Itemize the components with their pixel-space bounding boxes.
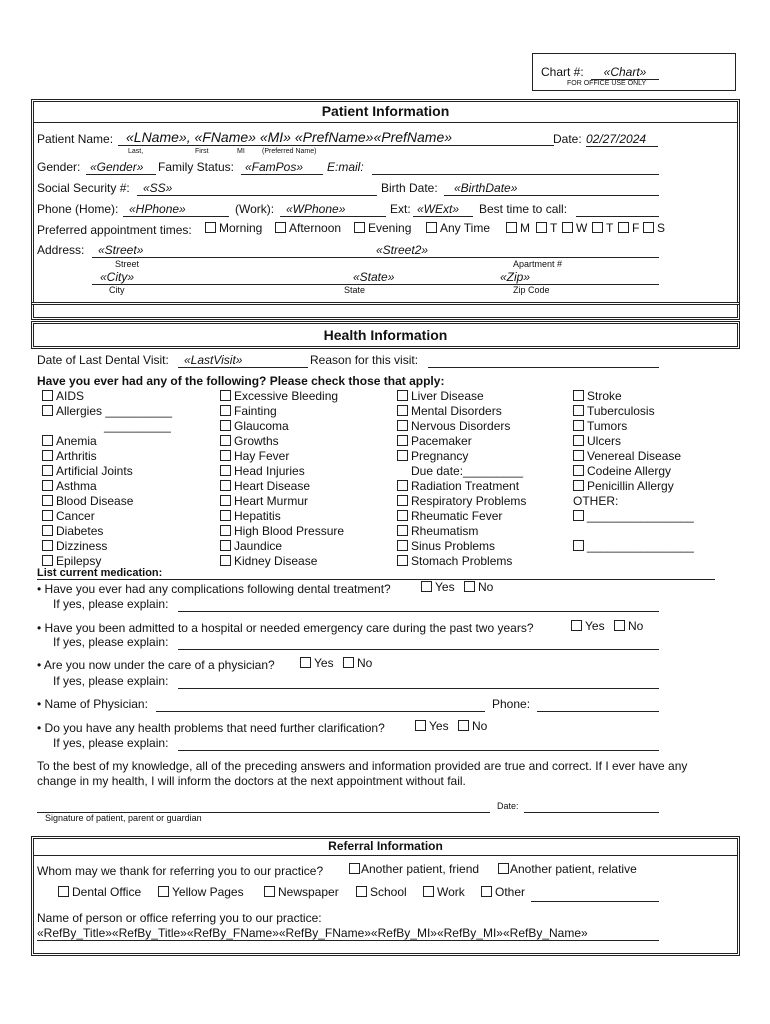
q2-explain-label: If yes, please explain: bbox=[53, 635, 169, 649]
q5-explain-label: If yes, please explain: bbox=[53, 736, 169, 750]
last-visit-value[interactable]: «LastVisit» bbox=[178, 353, 308, 368]
q5-yes[interactable]: Yes bbox=[415, 719, 449, 733]
condition-arthritis[interactable]: Arthritis bbox=[42, 449, 172, 464]
checkbox-icon bbox=[571, 620, 582, 631]
condition-pregnancy[interactable]: Pregnancy bbox=[397, 449, 526, 464]
referral-dental-office[interactable]: Dental Office bbox=[58, 885, 141, 899]
street2-value: «Street2» bbox=[376, 243, 429, 257]
conditions-col-1 bbox=[42, 389, 172, 569]
condition-heart-disease[interactable]: Heart Disease bbox=[220, 479, 344, 494]
q2-explain-field[interactable] bbox=[178, 635, 659, 650]
day-t2[interactable]: T bbox=[592, 221, 613, 235]
checkbox-icon bbox=[397, 555, 408, 566]
appt-morning[interactable]: Morning bbox=[205, 221, 262, 235]
ssn-label: Social Security #: bbox=[37, 181, 130, 195]
checkbox-icon bbox=[426, 222, 437, 233]
checkbox-icon bbox=[415, 720, 426, 731]
condition-allergies[interactable]: Allergies __________ bbox=[42, 404, 172, 419]
checkbox-icon bbox=[573, 465, 584, 476]
condition-liver-disease[interactable]: Liver Disease bbox=[397, 389, 526, 404]
checkbox-icon bbox=[421, 581, 432, 592]
checkbox-icon bbox=[42, 495, 53, 506]
day-s[interactable]: S bbox=[643, 221, 665, 235]
zip-sub: Zip Code bbox=[513, 285, 550, 295]
sig-date-field[interactable] bbox=[524, 798, 659, 813]
q1-text: • Have you ever had any complications following dental treatment? bbox=[37, 582, 391, 596]
condition-pacemaker[interactable]: Pacemaker bbox=[397, 434, 526, 449]
phone-home-label: Phone (Home): bbox=[37, 202, 119, 216]
checkbox-icon bbox=[220, 540, 231, 551]
q4-text: • Name of Physician: bbox=[37, 697, 148, 711]
checkbox-icon bbox=[220, 555, 231, 566]
checkbox-icon bbox=[397, 540, 408, 551]
reason-label: Reason for this visit: bbox=[310, 353, 419, 367]
checkbox-icon bbox=[220, 420, 231, 431]
q2-text: • Have you been admitted to a hospital or needed emergency care during the past two years? bbox=[37, 621, 534, 635]
physician-phone-field[interactable] bbox=[537, 697, 659, 712]
appt-evening[interactable]: Evening bbox=[354, 221, 411, 235]
checkbox-icon bbox=[397, 450, 408, 461]
condition-heart-murmur[interactable]: Heart Murmur bbox=[220, 494, 344, 509]
referral-other[interactable]: Other bbox=[481, 885, 525, 899]
condition-cancer[interactable]: Cancer bbox=[42, 509, 172, 524]
checkbox-icon bbox=[573, 480, 584, 491]
signature-field[interactable] bbox=[37, 798, 490, 813]
family-label: Family Status: bbox=[158, 160, 235, 174]
checkbox-icon bbox=[573, 510, 584, 521]
checkbox-icon bbox=[349, 863, 360, 874]
checkbox-icon bbox=[220, 405, 231, 416]
health-info-title: Health Information bbox=[323, 327, 448, 343]
gender-value[interactable]: «Gender» bbox=[86, 160, 156, 175]
zip-value: «Zip» bbox=[500, 270, 531, 284]
checkbox-icon bbox=[42, 510, 53, 521]
checkbox-icon bbox=[397, 405, 408, 416]
day-w[interactable]: W bbox=[562, 221, 587, 235]
referral-yellow-pages[interactable]: Yellow Pages bbox=[158, 885, 244, 899]
checkbox-icon bbox=[220, 480, 231, 491]
email-label: E:mail: bbox=[327, 160, 364, 174]
checkbox-icon bbox=[643, 222, 654, 233]
checkbox-icon bbox=[506, 222, 517, 233]
best-time-field[interactable] bbox=[576, 202, 659, 217]
condition-epilepsy[interactable]: Epilepsy bbox=[42, 554, 172, 569]
conditions-question: Have you ever had any of the following? Please check those that apply: bbox=[37, 374, 445, 388]
condition-penicillin-allergy[interactable]: Penicillin Allergy bbox=[573, 479, 694, 494]
checkbox-icon bbox=[220, 465, 231, 476]
checkbox-icon bbox=[158, 886, 169, 897]
medication-label: List current medication: bbox=[37, 567, 715, 580]
q3-yes[interactable]: Yes bbox=[300, 656, 334, 670]
condition-nervous-disorders[interactable]: Nervous Disorders bbox=[397, 419, 526, 434]
checkbox-icon bbox=[42, 555, 53, 566]
sub-pref: (Preferred Name) bbox=[262, 148, 317, 155]
referral-work[interactable]: Work bbox=[423, 885, 465, 899]
reason-field[interactable] bbox=[428, 353, 659, 368]
q2-yes[interactable]: Yes bbox=[571, 619, 605, 633]
checkbox-icon bbox=[220, 390, 231, 401]
q5-text: • Do you have any health problems that need further clarification? bbox=[37, 721, 385, 735]
date-label: Date: bbox=[553, 132, 582, 146]
birth-value[interactable]: «BirthDate» bbox=[444, 181, 659, 196]
checkbox-icon bbox=[536, 222, 547, 233]
checkbox-icon bbox=[220, 450, 231, 461]
family-value[interactable]: «FamPos» bbox=[241, 160, 323, 175]
q2-no[interactable]: No bbox=[614, 619, 643, 633]
conditions-col-3 bbox=[397, 389, 526, 569]
referral-other-field[interactable] bbox=[531, 887, 659, 902]
q3-explain-label: If yes, please explain: bbox=[53, 674, 169, 688]
checkbox-icon bbox=[397, 495, 408, 506]
checkbox-icon bbox=[573, 390, 584, 401]
checkbox-icon bbox=[42, 435, 53, 446]
city-sub: City bbox=[109, 285, 125, 295]
checkbox-icon bbox=[42, 465, 53, 476]
state-value: «State» bbox=[353, 270, 395, 284]
day-m[interactable]: M bbox=[506, 221, 530, 235]
checkbox-icon bbox=[481, 886, 492, 897]
checkbox-icon bbox=[464, 581, 475, 592]
condition-kidney-disease[interactable]: Kidney Disease bbox=[220, 554, 344, 569]
ext-label: Ext: bbox=[390, 202, 411, 216]
condition-blood-disease[interactable]: Blood Disease bbox=[42, 494, 172, 509]
checkbox-icon bbox=[397, 510, 408, 521]
checkbox-icon bbox=[397, 435, 408, 446]
condition-diabetes[interactable]: Diabetes bbox=[42, 524, 172, 539]
other-1[interactable]: ________________ bbox=[573, 509, 694, 524]
condition-stomach-problems[interactable]: Stomach Problems bbox=[397, 554, 526, 569]
patient-name-label: Patient Name: bbox=[37, 132, 114, 146]
city-value: «City» bbox=[100, 270, 135, 284]
day-f[interactable]: F bbox=[618, 221, 639, 235]
condition-high-blood-pressure[interactable]: High Blood Pressure bbox=[220, 524, 344, 539]
checkbox-icon bbox=[343, 657, 354, 668]
condition-stroke[interactable]: Stroke bbox=[573, 389, 694, 404]
checkbox-icon bbox=[42, 390, 53, 401]
sub-first: First bbox=[195, 148, 209, 155]
checkbox-icon bbox=[42, 405, 53, 416]
checkbox-icon bbox=[205, 222, 216, 233]
condition-rheumatic-fever[interactable]: Rheumatic Fever bbox=[397, 509, 526, 524]
condition-ulcers[interactable]: Ulcers bbox=[573, 434, 694, 449]
chart-value[interactable]: «Chart» bbox=[591, 65, 659, 80]
physician-phone-label: Phone: bbox=[492, 697, 531, 711]
best-time-label: Best time to call: bbox=[479, 202, 568, 216]
state-sub: State bbox=[344, 285, 366, 295]
referral-question: Whom may we thank for referring you to our practice? bbox=[37, 864, 324, 878]
checkbox-icon bbox=[458, 720, 469, 731]
checkbox-icon bbox=[573, 540, 584, 551]
other-2[interactable]: ________________ bbox=[573, 539, 694, 554]
condition-aids[interactable]: AIDS bbox=[42, 389, 172, 404]
checkbox-icon bbox=[42, 525, 53, 536]
apt-sub: Apartment # bbox=[513, 259, 563, 269]
checkbox-icon bbox=[264, 886, 275, 897]
conditions-col-4 bbox=[573, 389, 694, 554]
patient-info-title: Patient Information bbox=[321, 103, 450, 119]
condition-fainting[interactable]: Fainting bbox=[220, 404, 344, 419]
checkbox-icon bbox=[592, 222, 603, 233]
last-visit-label: Date of Last Dental Visit: bbox=[37, 353, 169, 367]
referral-newspaper[interactable]: Newspaper bbox=[264, 885, 339, 899]
q3-text: • Are you now under the care of a physician? bbox=[37, 658, 275, 672]
divider bbox=[34, 122, 737, 123]
q1-no[interactable]: No bbox=[464, 580, 493, 594]
checkbox-icon bbox=[58, 886, 69, 897]
appt-afternoon[interactable]: Afternoon bbox=[275, 221, 341, 235]
street-value: «Street» bbox=[98, 243, 144, 257]
checkbox-icon bbox=[354, 222, 365, 233]
condition-hepatitis[interactable]: Hepatitis bbox=[220, 509, 344, 524]
office-use-label: FOR OFFICE USE ONLY bbox=[567, 80, 647, 87]
checkbox-icon bbox=[562, 222, 573, 233]
conditions-col-2 bbox=[220, 389, 344, 569]
condition-dizziness[interactable]: Dizziness bbox=[42, 539, 172, 554]
referral-patient-friend[interactable]: Another patient, friend bbox=[349, 862, 479, 876]
condition-asthma[interactable]: Asthma bbox=[42, 479, 172, 494]
condition-venereal-disease[interactable]: Venereal Disease bbox=[573, 449, 694, 464]
referral-name-value[interactable]: «RefBy_Title»«RefBy_Title»«RefBy_FName»«RefBy_FName»«RefBy_MI»«RefBy_MI»«RefBy_Name» bbox=[37, 926, 659, 941]
address-label: Address: bbox=[37, 243, 85, 257]
referral-school[interactable]: School bbox=[356, 885, 407, 899]
checkbox-icon bbox=[397, 525, 408, 536]
condition-codeine-allergy[interactable]: Codeine Allergy bbox=[573, 464, 694, 479]
referral-name-label: Name of person or office referring you to our practice: bbox=[37, 911, 322, 925]
street-sub: Street bbox=[115, 259, 140, 269]
spacer-box bbox=[31, 302, 740, 320]
q5-no[interactable]: No bbox=[458, 719, 487, 733]
due-date[interactable]: Due date:_________ bbox=[411, 464, 524, 478]
checkbox-icon bbox=[356, 886, 367, 897]
condition-jaundice[interactable]: Jaundice bbox=[220, 539, 344, 554]
referral-title: Referral Information bbox=[328, 839, 443, 853]
checkbox-icon bbox=[573, 435, 584, 446]
divider bbox=[34, 855, 737, 856]
phone-home-value[interactable]: «HPhone» bbox=[123, 202, 229, 217]
work-value[interactable]: «WPhone» bbox=[280, 202, 386, 217]
checkbox-icon bbox=[397, 480, 408, 491]
checkbox-icon bbox=[618, 222, 629, 233]
checkbox-icon bbox=[397, 390, 408, 401]
checkbox-icon bbox=[573, 420, 584, 431]
referral-patient-relative[interactable]: Another patient, relative bbox=[498, 862, 637, 876]
checkbox-icon bbox=[423, 886, 434, 897]
signature-label: Signature of patient, parent or guardian bbox=[45, 813, 202, 823]
date-value[interactable]: 02/27/2024 bbox=[586, 132, 658, 147]
checkbox-icon bbox=[42, 540, 53, 551]
condition-growths[interactable]: Growths bbox=[220, 434, 344, 449]
chart-label: Chart #: bbox=[541, 65, 584, 79]
q1-explain-label: If yes, please explain: bbox=[53, 597, 169, 611]
condition-respiratory-problems[interactable]: Respiratory Problems bbox=[397, 494, 526, 509]
checkbox-icon bbox=[220, 435, 231, 446]
condition-hay-fever[interactable]: Hay Fever bbox=[220, 449, 344, 464]
statement-text: To the best of my knowledge, all of the preceding answers and information provided are true and correct. If I ever have any change in my health, I will inform the doctors at the next appointment without fail. bbox=[37, 759, 688, 788]
work-label: (Work): bbox=[235, 202, 275, 216]
checkbox-icon bbox=[220, 525, 231, 536]
condition-head-injuries[interactable]: Head Injuries bbox=[220, 464, 344, 479]
checkbox-icon bbox=[275, 222, 286, 233]
checkbox-icon bbox=[397, 420, 408, 431]
physician-field[interactable] bbox=[156, 697, 485, 712]
condition-sinus-problems[interactable]: Sinus Problems bbox=[397, 539, 526, 554]
condition-mental-disorders[interactable]: Mental Disorders bbox=[397, 404, 526, 419]
checkbox-icon bbox=[573, 450, 584, 461]
other-label: OTHER: bbox=[573, 494, 619, 508]
checkbox-icon bbox=[498, 863, 509, 874]
checkbox-icon bbox=[573, 405, 584, 416]
allergies-extra[interactable]: __________ bbox=[104, 419, 171, 433]
email-field[interactable] bbox=[372, 160, 659, 175]
checkbox-icon bbox=[614, 620, 625, 631]
condition-glaucoma[interactable]: Glaucoma bbox=[220, 419, 344, 434]
day-t1[interactable]: T bbox=[536, 221, 557, 235]
condition-anemia[interactable]: Anemia bbox=[42, 434, 172, 449]
checkbox-icon bbox=[300, 657, 311, 668]
appt-any-time[interactable]: Any Time bbox=[426, 221, 490, 235]
checkbox-icon bbox=[220, 495, 231, 506]
appt-label: Preferred appointment times: bbox=[37, 223, 192, 237]
birth-label: Birth Date: bbox=[381, 181, 438, 195]
ext-value[interactable]: «WExt» bbox=[413, 202, 473, 217]
condition-tuberculosis[interactable]: Tuberculosis bbox=[573, 404, 694, 419]
condition-tumors[interactable]: Tumors bbox=[573, 419, 694, 434]
condition-artificial-joints[interactable]: Artificial Joints bbox=[42, 464, 172, 479]
ssn-value[interactable]: «SS» bbox=[137, 181, 377, 196]
sig-date-label: Date: bbox=[497, 801, 519, 811]
checkbox-icon bbox=[42, 480, 53, 491]
patient-name-value[interactable]: «LName», «FName» «MI» «PrefName»«PrefName» bbox=[118, 129, 554, 146]
sub-last: Last, bbox=[128, 148, 144, 155]
q3-no[interactable]: No bbox=[343, 656, 372, 670]
chart-box bbox=[532, 53, 736, 91]
checkbox-icon bbox=[220, 510, 231, 521]
checkbox-icon bbox=[42, 450, 53, 461]
q1-yes[interactable]: Yes bbox=[421, 580, 455, 594]
q1-explain-field[interactable] bbox=[178, 597, 659, 612]
sub-mi: MI bbox=[237, 148, 245, 155]
condition-rheumatism[interactable]: Rheumatism bbox=[397, 524, 526, 539]
q3-explain-field[interactable] bbox=[178, 674, 659, 689]
condition-excessive-bleeding[interactable]: Excessive Bleeding bbox=[220, 389, 344, 404]
condition-radiation-treatment[interactable]: Radiation Treatment bbox=[397, 479, 526, 494]
q5-explain-field[interactable] bbox=[178, 736, 659, 751]
gender-label: Gender: bbox=[37, 160, 81, 174]
